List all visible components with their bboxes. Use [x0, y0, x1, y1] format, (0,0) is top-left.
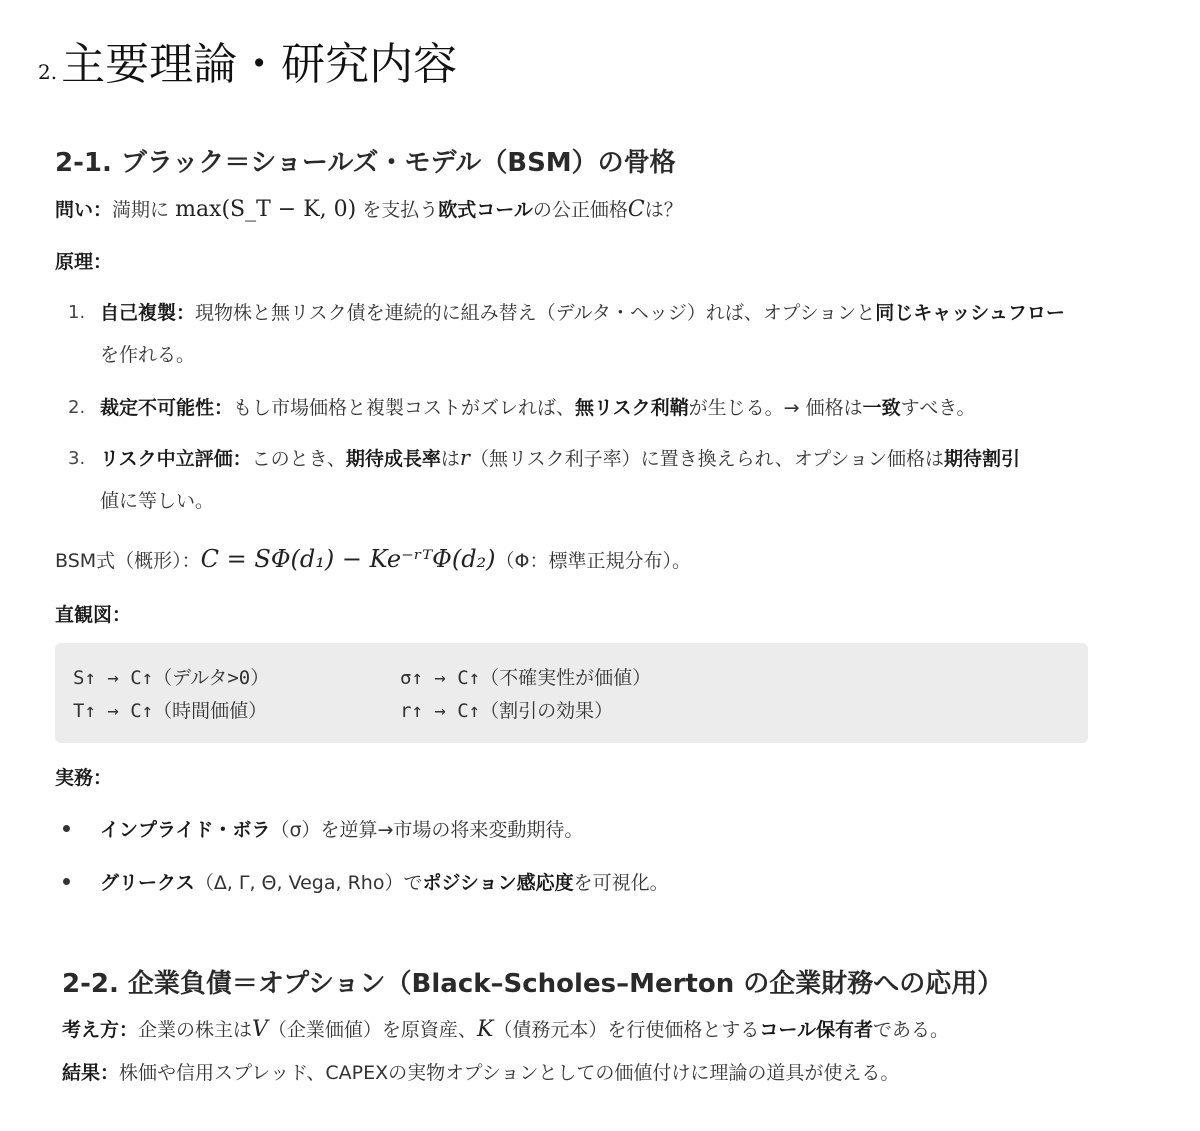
list-item-3: [100, 444, 1020, 471]
item-2-text2: が生じる。→ 価格は: [688, 397, 863, 419]
bsm-line: [55, 545, 691, 573]
item-2-label: 裁定不可能性：: [100, 397, 234, 419]
item-3-text: このとき、: [251, 448, 346, 470]
item-1-bold: 同じキャッシュフロー: [875, 302, 1065, 324]
item-3-bold3: 期待割引: [944, 448, 1021, 470]
code-line-sigma: σ↑ → C↑（不確実性が価値）: [400, 667, 652, 689]
idea-mid: （企業価値）を原資産、: [267, 1019, 477, 1041]
item-1-label: 自己複製：: [100, 302, 196, 324]
list-item-3-cont: 値に等しい。: [100, 490, 215, 512]
intuition-label: [55, 600, 131, 627]
subsection-heading-2-2: 2-2. 企業負債＝オプション（Black–Scholes–Merton の企業財務への応用）: [62, 969, 1004, 999]
call-holder: コール保有者: [759, 1019, 874, 1041]
debt-principal-var: K: [476, 1017, 494, 1042]
idea-end: である。: [873, 1019, 950, 1041]
bullet-item-1: [100, 815, 583, 842]
question-label: 問い：: [55, 199, 113, 221]
item-2-text3: すべき。: [900, 397, 976, 419]
item-2-bold3: 一致: [862, 397, 901, 419]
code-line-s: S↑ → C↑（デルタ>0）: [73, 667, 270, 689]
practice-label: [55, 763, 112, 790]
idea-line: [62, 1015, 949, 1042]
bullet-item-2: [100, 868, 669, 895]
item-3-bold: 期待成長率: [345, 448, 441, 470]
payoff-formula: max(S_T − K, 0): [175, 197, 357, 222]
bsm-formula: C = SΦ(d₁) − Ke⁻ʳᵀΦ(d₂): [200, 545, 496, 573]
bullet-dot: [63, 825, 70, 832]
list-number: 1.: [68, 302, 86, 323]
bullet-2-text: （Δ, Γ, Θ, Vega, Rho）で: [194, 872, 423, 894]
idea-label: 考え方：: [62, 1019, 139, 1041]
list-item-1: [100, 298, 1065, 325]
item-3-label: リスク中立評価：: [100, 448, 252, 470]
list-item-2: [100, 393, 976, 420]
item-3-text3: （無リスク利子率）に置き換えられ、オプション価格は: [469, 448, 945, 470]
intuition-label-text: 直観図：: [55, 604, 132, 626]
item-2-text: もし市場価格と複製コストがズレれば、: [233, 397, 576, 419]
practice-label-text: 実務：: [55, 767, 113, 789]
principle-label-text: 原理：: [55, 251, 113, 273]
item-1-text: 現物株と無リスク債を連続的に組み替え（デルタ・ヘッジ）れば、オプションと: [195, 302, 876, 324]
risk-free-rate-var: r: [459, 446, 470, 470]
bullet-2-text2: を可視化。: [573, 872, 669, 894]
firm-value-var: V: [252, 1017, 268, 1042]
bullet-dot: [63, 878, 70, 885]
bsm-label: BSM式（概形）：: [55, 550, 201, 572]
call-price-var: C: [627, 197, 645, 222]
idea-mid2: （債務元本）を行使価格とする: [493, 1019, 760, 1041]
result-line: [62, 1058, 899, 1085]
question-mid: を支払う: [362, 199, 439, 221]
section-number: 2.: [38, 60, 58, 84]
section-title: 主要理論・研究内容: [61, 39, 458, 90]
question-end: は？: [644, 199, 683, 221]
code-line-r: r↑ → C↑（割引の効果）: [400, 700, 614, 722]
question-pre: 満期に: [112, 199, 170, 221]
bullet-2-bold2: ポジション感応度: [422, 872, 574, 894]
question-post: の公正価格: [532, 199, 628, 221]
bullet-2-bold: グリークス: [100, 872, 195, 894]
bsm-note: （Φ：標準正規分布）。: [495, 550, 692, 572]
result-text: 株価や信用スプレッド、CAPEXの実物オプションとしての価値付けに理論の道具が使える。: [119, 1062, 900, 1084]
list-number: 3.: [68, 448, 86, 469]
bullet-1-text: （σ）を逆算→市場の将来変動期待。: [270, 819, 584, 841]
code-block: [55, 643, 1088, 743]
bullet-1-bold: インプライド・ボラ: [100, 819, 271, 841]
page-title: [38, 28, 457, 92]
subsection-heading-2-1: 2-1. ブラック＝ショールズ・モデル（BSM）の骨格: [55, 148, 676, 178]
idea-pre: 企業の株主は: [138, 1019, 253, 1041]
list-item-1-cont: を作れる。: [100, 344, 196, 366]
code-line-t: T↑ → C↑（時間価値）: [73, 700, 268, 722]
list-number: 2.: [68, 397, 86, 418]
question-line: [55, 195, 683, 222]
item-3-text2: は: [440, 448, 460, 470]
item-2-bold: 無リスク利鞘: [575, 397, 689, 419]
principle-label: [55, 247, 112, 274]
european-call: 欧式コール: [438, 199, 533, 221]
result-label: 結果：: [62, 1062, 120, 1084]
